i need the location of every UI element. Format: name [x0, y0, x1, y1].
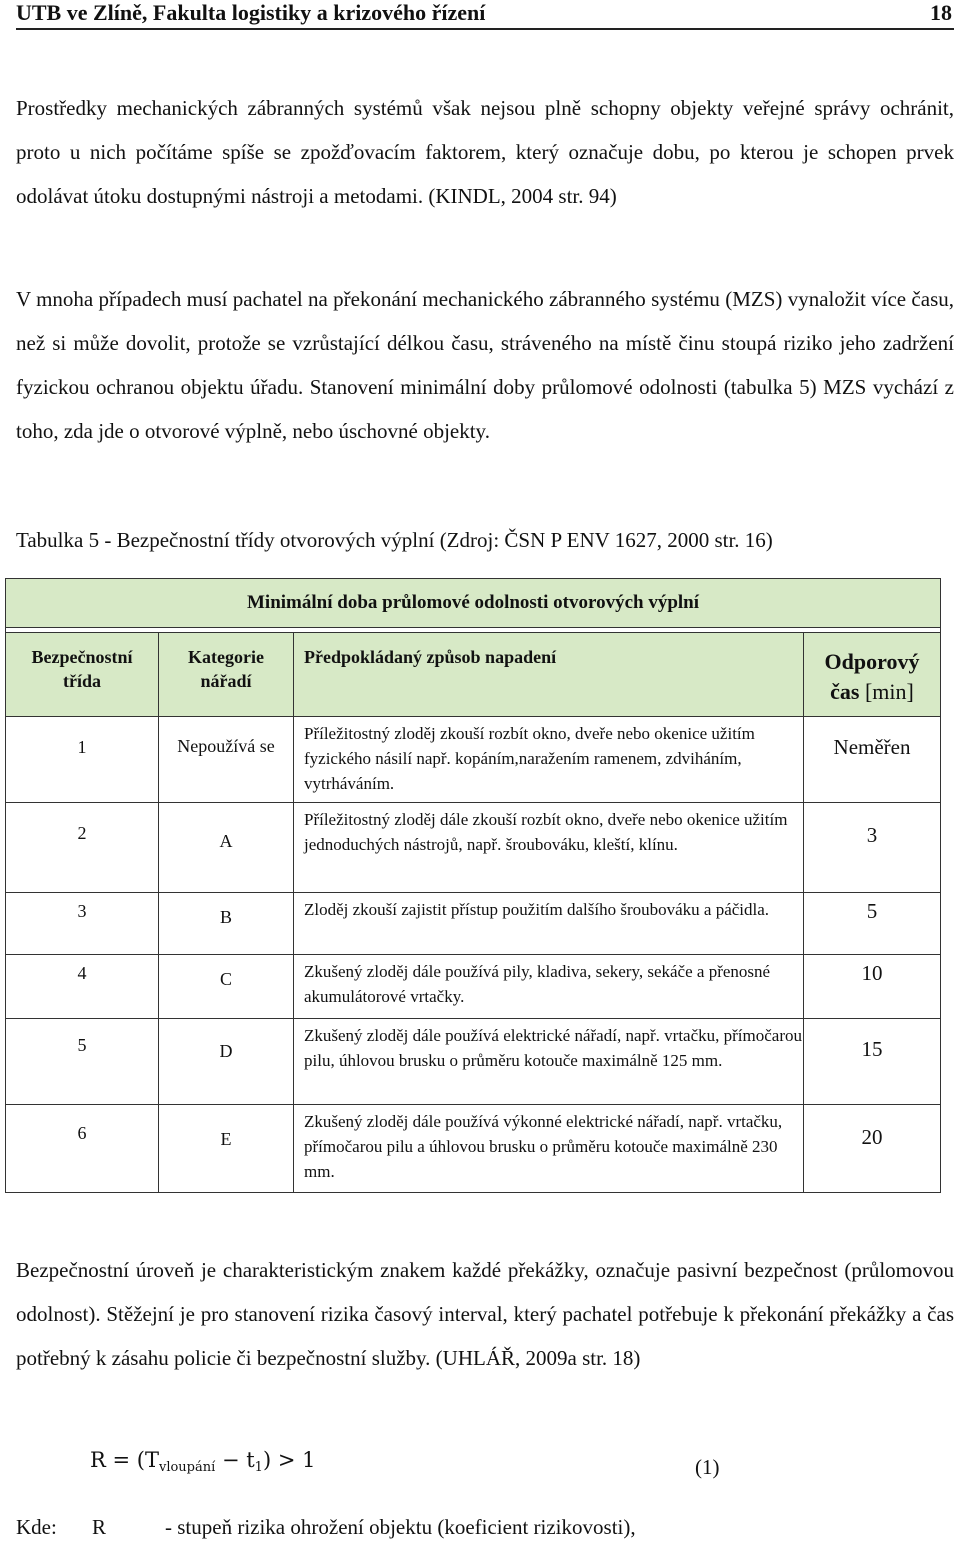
legend-kde: Kde: — [16, 1515, 57, 1539]
header-time-unit: [min] — [864, 679, 914, 704]
row-tool: D — [159, 1019, 294, 1105]
row-desc: Zloděj zkouší zajistit přístup použitím dalšího šroubováku a páčidla. — [294, 893, 804, 955]
header-tool-line2: nářadí — [200, 671, 252, 691]
row-time: 10 — [804, 955, 941, 1019]
row-time: 3 — [804, 803, 941, 893]
table-row — [6, 893, 941, 955]
row-class: 4 — [6, 955, 159, 1019]
row-class: 5 — [6, 1019, 159, 1105]
row-tool-text: Nepoužívá se — [177, 736, 275, 756]
header-time-line1: Odporový — [824, 649, 920, 674]
table-row — [6, 1105, 941, 1193]
row-time: 20 — [804, 1105, 941, 1193]
row-class: 1 — [6, 717, 159, 803]
formula-rhs: − t — [215, 1448, 255, 1472]
row-class: 3 — [6, 893, 159, 955]
table-row — [6, 955, 941, 1019]
paragraph-1: Prostředky mechanických zábranných systémů však nejsou plně schopny objekty veřejné správy ochránit, proto u nich počítáme spíše se zpožďovacím faktorem, který označuje dobu, po kterou je schopen prvek odolávat útoku dostupnými nástroji a metodami. (KINDL, 2004 str. 94) — [16, 96, 954, 208]
paragraph-2: V mnoha případech musí pachatel na překonání mechanického zábranného systému (MZS) vynaložit více času, než si může dovolit, protože se vzrůstající délkou času, stráveného na místě činu stoupá riziko jeho zadržení fyzickou ochranou objektu úřadu. Stanovení minimální doby průlomové odolnosti (tabulka 5) MZS vychází z toho, zda jde o otvorové výplně, nebo úschovné objekty. — [16, 287, 954, 443]
table-row — [6, 717, 941, 803]
formula-end: ) > 1 — [262, 1448, 316, 1472]
table-row — [6, 1019, 941, 1105]
table-title: Minimální doba průlomové odolnosti otvorových výplní — [6, 579, 941, 628]
row-tool: A — [159, 803, 294, 893]
row-tool: C — [159, 955, 294, 1019]
header-attack: Předpokládaný způsob napadení — [294, 633, 804, 717]
legend-symbol: R — [92, 1515, 107, 1539]
formula-lhs: R = (T — [90, 1448, 159, 1472]
row-desc: Zkušený zloděj dále používá elektrické nářadí, např. vrtačku, přímočarou pilu, úhlovou brusku o průměru kotouče maximálně 125 mm. — [294, 1019, 804, 1105]
legend-meaning: - stupeň rizika ohrožení objektu (koeficient rizikovosti), — [165, 1515, 636, 1539]
paragraph-3: Bezpečnostní úroveň je charakteristickým znakem každé překážky, označuje pasivní bezpečnost (průlomovou odolnost). Stěžejní je pro stanovení rizika časový interval, který pachatel potřebuje k překonání překážky a čas potřebný k zásahu policie či bezpečnostní služby. (UHLÁŘ, 2009a str. 18) — [16, 1258, 954, 1370]
header-class-line1: Bezpečnostní — [31, 647, 133, 667]
header-time-bold: čas — [830, 679, 860, 704]
row-class: 6 — [6, 1105, 159, 1193]
table-row — [6, 803, 941, 893]
header-tool-line1: Kategorie — [188, 647, 264, 667]
row-class: 2 — [6, 803, 159, 893]
row-tool: B — [159, 893, 294, 955]
row-desc: Příležitostný zloděj dále zkouší rozbít okno, dveře nebo okenice užitím jednoduchých nástrojů, např. šroubováku, kleští, klínu. — [294, 803, 804, 893]
header-time — [804, 633, 941, 717]
header-class — [6, 633, 159, 717]
row-desc: Zkušený zloděj dále používá pily, kladiva, sekery, sekáče a přenosné akumulátorové vrtačky. — [294, 955, 804, 1019]
security-classes-table — [5, 578, 941, 1193]
page-header — [16, 0, 954, 30]
header-tool — [159, 633, 294, 717]
row-desc: Zkušený zloděj dále používá výkonné elektrické nářadí, např. vrtačku, přímočarou pilu a úhlovou brusku o průměru kotouče maximálně 230 mm. — [294, 1105, 804, 1193]
row-desc: Příležitostný zloděj zkouší rozbít okno, dveře nebo okenice užitím fyzického násilí např. kopáním,naražením ramenem, zdviháním, vytrháváním. — [294, 717, 804, 803]
row-time: 5 — [804, 893, 941, 955]
table-header-row — [6, 633, 941, 717]
page-number: 18 — [930, 0, 952, 25]
equation-number: (1) — [695, 1455, 720, 1479]
row-tool — [159, 717, 294, 803]
formula-sub2: 1 — [254, 1460, 263, 1475]
row-tool: E — [159, 1105, 294, 1193]
risk-formula — [90, 1448, 315, 1475]
formula-sub: vloupání — [158, 1460, 216, 1475]
header-class-line2: třída — [63, 671, 101, 691]
row-time: 15 — [804, 1019, 941, 1105]
row-time: Neměřen — [804, 717, 941, 803]
table-caption: Tabulka 5 - Bezpečnostní třídy otvorových výplní (Zdroj: ČSN P ENV 1627, 2000 str. 16) — [16, 528, 773, 552]
header-title: UTB ve Zlíně, Fakulta logistiky a krizového řízení — [16, 0, 486, 25]
